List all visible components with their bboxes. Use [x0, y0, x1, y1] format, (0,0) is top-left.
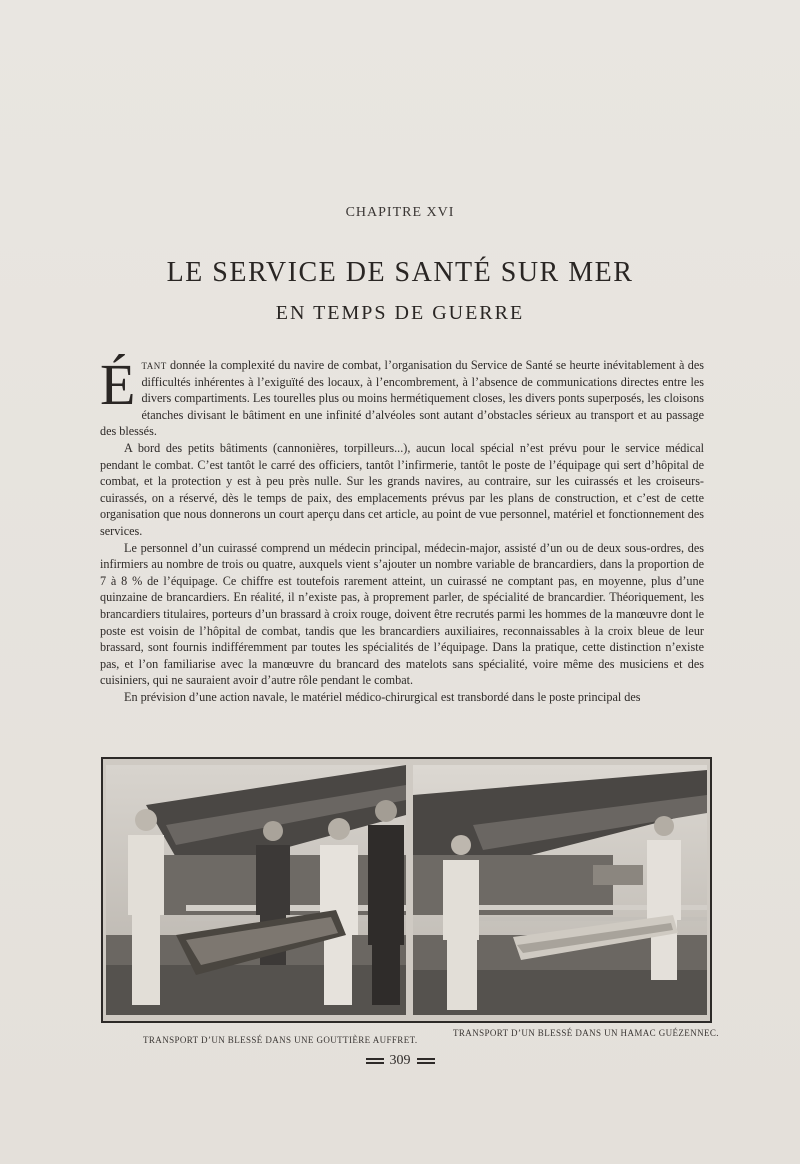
- page-number-rule-right: [417, 1058, 435, 1064]
- page-number: [0, 1053, 800, 1069]
- paragraph-2: A bord des petits bâtiments (cannonières, torpilleurs...), aucun local spécial n’est prévu pour le service médical pendant le combat. C’est tantôt le carré des officiers, tantôt l’infirmerie, tantôt le poste de l’équipage qui sert d’hôpital de combat, et la protection y est à peu près nulle. Sur les grands navires, au contraire, sur les cuirassés et les croiseurs-cuirassés, on a réservé, dès le temps de paix, des emplacements prévus par les plans de construction, et c’est de cette organisation que nous donnerons un court aperçu dans cet article, au point de vue personnel, matériel et fonctionnement des services.: [100, 440, 704, 538]
- paragraph-3: Le personnel d’un cuirassé comprend un médecin principal, médecin-major, assisté d’un ou de deux sous-ordres, des infirmiers au nombre de trois ou quatre, auxquels vient s’ajouter un nombre variable de brancardiers, dans la proportion de 7 à 8 % de l’équipage. Ce chiffre est toutefois rarement atteint, un cuirassé ne comptant pas, en moyenne, plus d’une quinzaine de brancardiers. En réalité, il n’existe pas, à proprement parler, de spécialité de brancardier. Théoriquement, les brancardiers titulaires, porteurs d’un brassard à croix rouge, doivent être recrutés parmi les hommes de la manœuvre dont le poste est voisin de l’hôpital de combat, tandis que les brancardiers auxiliaires, reconnaissables à la croix bleue de leur brassard, sont fournis indifféremment par toutes les spécialités de l’équipage. Dans la pratique, cette distinction n’existe pas, et l’on familiarise avec la manœuvre du brancard des matelots sans spécialité, voire même des musiciens et des cuisiniers, qui ne sauraient avoir d’autre rôle pendant le combat.: [100, 540, 704, 688]
- paragraph-4: En prévision d’une action navale, le matériel médico-chirurgical est transbordé dans le poste principal des: [124, 689, 641, 704]
- paragraph-1: [100, 352, 704, 440]
- photo-hammock-guezennec: [413, 765, 707, 1015]
- caption-left: TRANSPORT D’UN BLESSÉ DANS UNE GOUTTIÈRE AUFFRET.: [143, 1035, 418, 1045]
- page-number-rule-left: [366, 1058, 384, 1064]
- page-number-text: 309: [389, 1053, 411, 1068]
- page-subtitle: EN TEMPS DE GUERRE: [275, 302, 525, 324]
- opening-word: tant: [141, 358, 167, 372]
- drop-cap: É: [100, 352, 136, 417]
- paragraph-1-text: donnée la complexité du navire de combat, l’organisation du Service de Santé se heurte inévitablement à des difficultés inhérentes à l’exiguïté des locaux, à l’encombrement, à l’absence de communications directes entre les divers compartiments. Les tourelles plus ou moins hermétiquement closes, les divers ponts superposés, les cloisons étanches divisant le bâtiment en une infinité d’alvéoles sont autant d’obstacles sérieux au transport et au passage des blessés.: [100, 358, 704, 439]
- caption-right: TRANSPORT D’UN BLESSÉ DANS UN HAMAC GUÉZENNEC.: [453, 1028, 719, 1038]
- page-title: LE SERVICE DE SANTÉ SUR MER: [166, 257, 634, 288]
- article-body: [100, 352, 704, 705]
- chapter-label: CHAPITRE XVI: [345, 205, 455, 220]
- photo-stretcher-auffret: [106, 765, 406, 1015]
- photo-strip: [101, 757, 712, 1023]
